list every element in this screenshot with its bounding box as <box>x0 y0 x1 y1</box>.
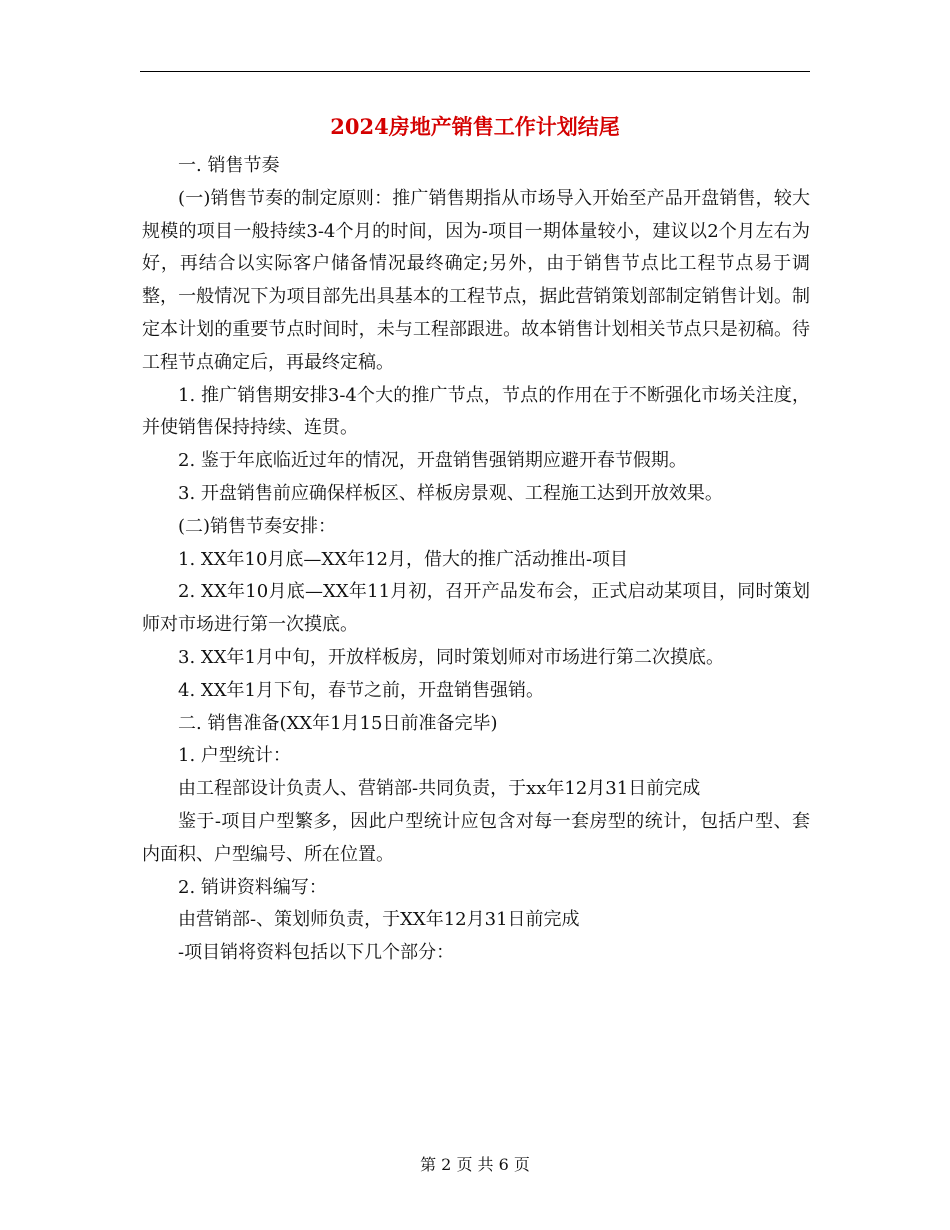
schedule-item-3: 3. XX年1月中旬，开放样板房，同时策划师对市场进行第二次摸底。 <box>178 646 724 668</box>
paragraph-unit-statistics-owner: 由工程部设计负责人、营销部-共同负责，于xx年12月31日前完成 <box>178 778 701 800</box>
schedule-item-2: 2. XX年10月底—XX年11月初，召开产品发布会，正式启动某项目，同时策划师对市场进行第一次摸底。 <box>142 581 810 636</box>
page-number: 第 2 页 共 6 页 <box>420 1155 530 1174</box>
subheading-rhythm-arrangement: (二)销售节奏安排： <box>178 515 337 537</box>
prep-item-unit-statistics: 1. 户型统计： <box>178 745 291 767</box>
paragraph-sales-script-owner: 由营销部-、策划师负责，于XX年12月31日前完成 <box>178 909 580 931</box>
schedule-item-4: 4. XX年1月下旬，春节之前，开盘销售强销。 <box>178 679 544 701</box>
prep-item-sales-script: 2. 销讲资料编写： <box>178 876 327 898</box>
paragraph-sales-script-contents: -项目销将资料包括以下几个部分： <box>178 942 455 964</box>
list-item-1: 1. 推广销售期安排3-4个大的推广节点，节点的作用在于不断强化市场关注度，并使销售保持持续、连贯。 <box>142 384 810 439</box>
schedule-item-1: 1. XX年10月底—XX年12月，借大的推广活动推出-项目 <box>178 548 629 570</box>
paragraph-rhythm-principles: (一)销售节奏的制定原则：推广销售期指从市场导入开始至产品开盘销售，较大规模的项目一般持续3-4个月的时间，因为-项目一期体量较小，建议以2个月左右为好，再结合以实际客户储备情况最终确定;另外，由于销售节点比工程节点易于调整，一般情况下为项目部先出具基本的工程节点，据此营销策划部制定销售计划。制定本计划的重要节点时间时，未与工程部跟进。故本销售计划相关节点只是初稿。待工程节点确定后，再最终定稿。 <box>142 187 810 373</box>
document-body <box>142 150 810 970</box>
section-heading-sales-preparation: 二. 销售准备(XX年1月15日前准备完毕) <box>178 712 498 734</box>
list-item-2: 2. 鉴于年底临近过年的情况，开盘销售强销期应避开春节假期。 <box>178 450 687 472</box>
document-title: 2024房地产销售工作计划结尾 <box>330 114 620 139</box>
paragraph-unit-statistics-detail: 鉴于-项目户型繁多，因此户型统计应包含对每一套房型的统计，包括户型、套内面积、户型编号、所在位置。 <box>142 810 810 865</box>
header-rule <box>140 71 810 72</box>
list-item-3: 3. 开盘销售前应确保样板区、样板房景观、工程施工达到开放效果。 <box>178 482 723 504</box>
section-heading-sales-rhythm: 一. 销售节奏 <box>178 155 280 176</box>
